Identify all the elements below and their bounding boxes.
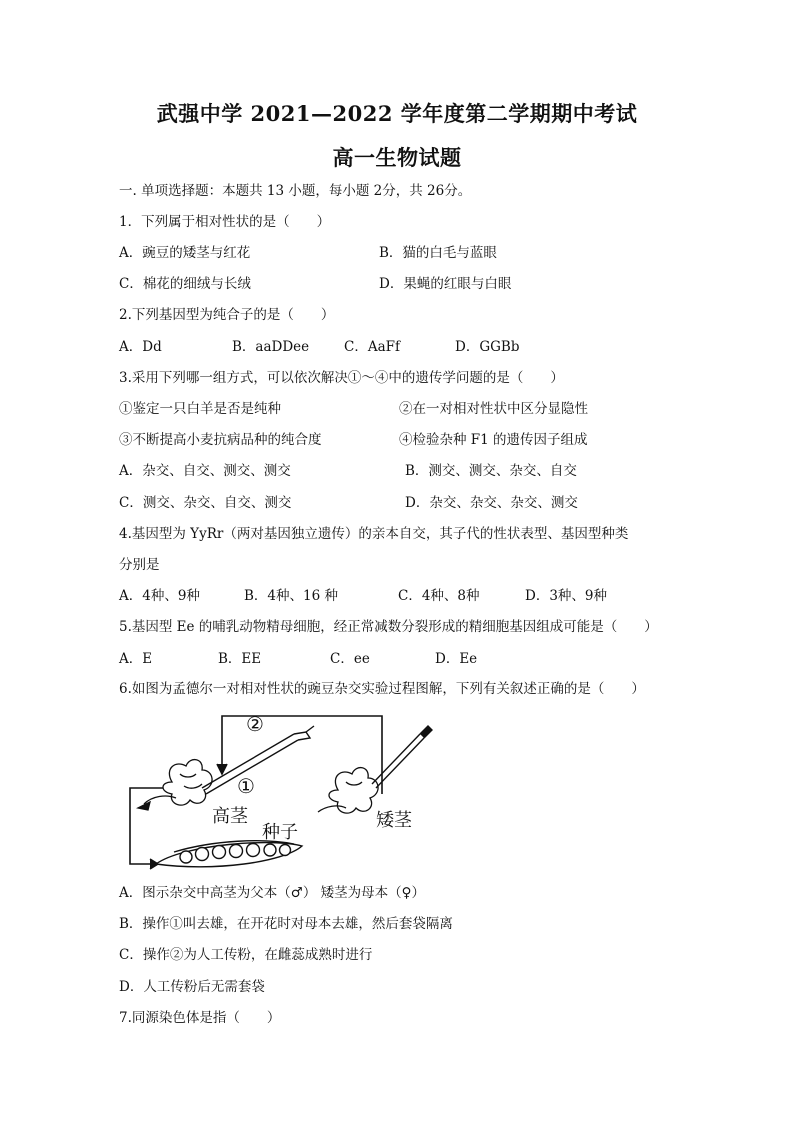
option-d: D．果蝇的红眼与白眼 [379,276,512,292]
option-b: B．4种、16 种 [244,588,338,604]
sub-item: ①鉴定一只白羊是否是纯种 [119,401,281,417]
step-1-label: ① [237,774,255,798]
option-a: A．杂交、自交、测交、测交 [119,463,291,479]
option-c: C．测交、杂交、自交、测交 [119,495,292,511]
option-d: D．人工传粉后无需套袋 [119,979,265,995]
option-c: C．AaFf [344,339,400,355]
option-c: C．ee [330,651,370,667]
option-b: B．测交、测交、杂交、自交 [405,463,577,479]
question-stem: 3.采用下列哪一组方式，可以依次解决①～④中的遗传学问题的是（ ） [119,370,564,386]
option-b: B．猫的白毛与蓝眼 [379,245,497,261]
option-a: A．E [119,651,153,667]
exam-title: 武强中学 2021—2022 学年度第二学期期中考试 [156,101,638,126]
option-c: C．棉花的细绒与长绒 [119,276,251,292]
question-stem: 5.基因型 Ee 的哺乳动物精母细胞，经正常减数分裂形成的精细胞基因组成可能是（ ） [119,619,658,635]
sub-item: ②在一对相对性状中区分显隐性 [399,401,588,417]
option-d: D．Ee [435,651,478,667]
seed-label: 种子 [262,822,298,843]
pea-cross-diagram [124,712,434,870]
question-stem: 7.同源染色体是指（ ） [119,1010,281,1026]
exam-subtitle: 高一生物试题 [332,145,462,170]
sub-item: ④检验杂种 F1 的遗传因子组成 [399,432,588,448]
option-d: D．3种、9种 [525,588,608,604]
option-c: C．操作②为人工传粉，在雌蕊成熟时进行 [119,947,373,963]
question-stem: 1．下列属于相对性状的是（ ） [119,214,331,230]
option-d: D．GGBb [455,339,520,355]
question-stem-continued: 分别是 [119,557,160,573]
step-2-label: ② [246,712,264,736]
option-b: B．操作①叫去雄，在开花时对母本去雄，然后套袋隔离 [119,916,453,932]
option-a: A．图示杂交中高茎为父本（♂） 矮茎为母本（♀） [119,885,426,901]
tall-stem-label: 高茎 [212,806,248,827]
option-a: A．4种、9种 [119,588,200,604]
option-a: A．Dd [119,339,162,355]
diagram-drawing [124,712,434,870]
section-heading: 一. 单项选择题：本题共 13 小题，每小题 2分，共 26分。 [119,183,472,199]
sub-item: ③不断提高小麦抗病品种的纯合度 [119,432,322,448]
option-b: B．EE [218,651,262,667]
option-a: A．豌豆的矮茎与红花 [119,245,251,261]
option-b: B．aaDDee [232,339,310,355]
option-d: D．杂交、杂交、杂交、测交 [405,495,578,511]
question-stem: 2.下列基因型为纯合子的是（ ） [119,307,335,323]
option-c: C．4种、8种 [398,588,480,604]
question-stem: 6.如图为孟德尔一对相对性状的豌豆杂交实验过程图解，下列有关叙述正确的是（ ） [119,681,645,697]
question-stem: 4.基因型为 YyRr（两对基因独立遗传）的亲本自交，其子代的性状表型、基因型种类 [119,526,629,542]
short-stem-label: 矮茎 [376,810,412,831]
